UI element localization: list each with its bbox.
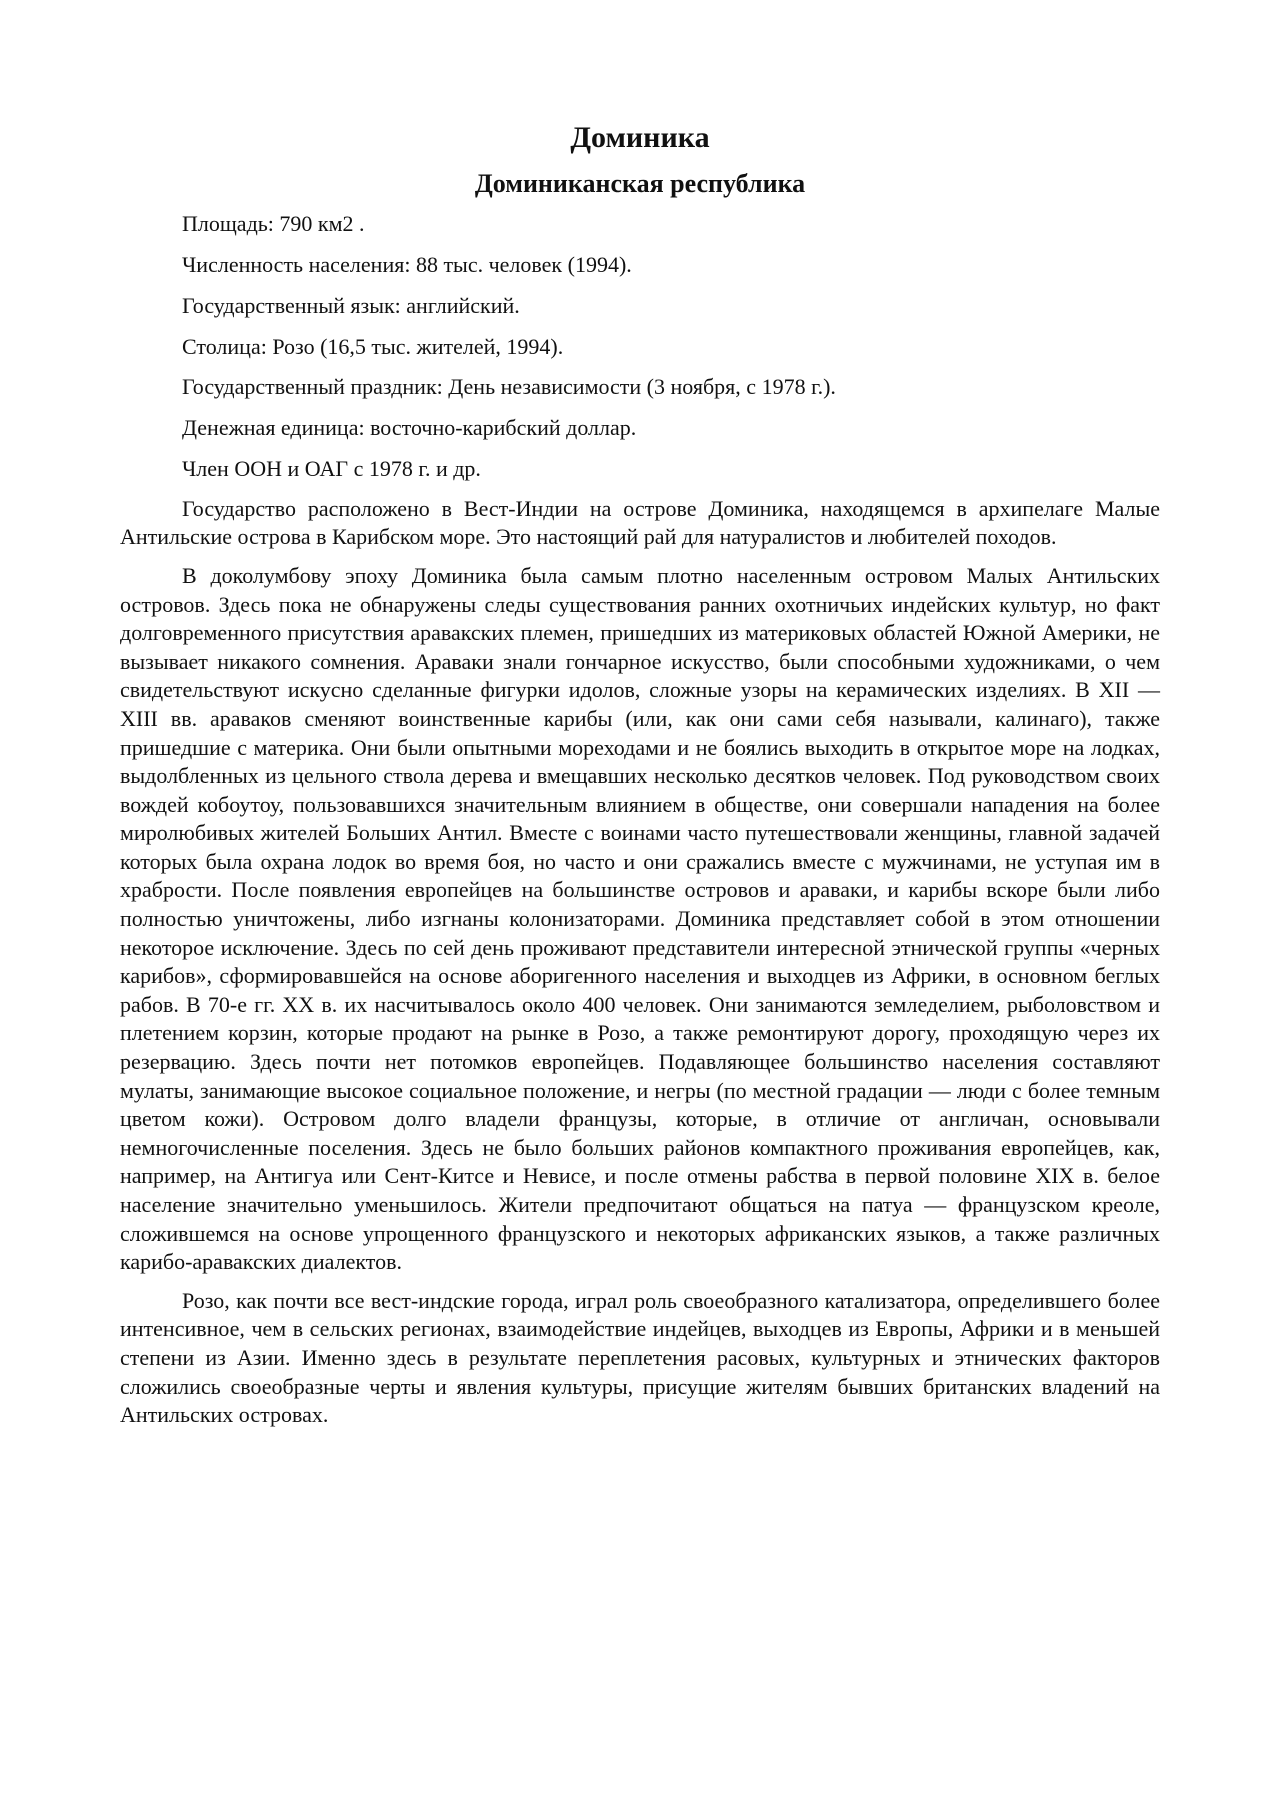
fact-population: Численность населения: 88 тыс. человек (1994). <box>182 251 632 277</box>
fact-holiday: Государственный праздник: День независимости (3 ноября, с 1978 г.). <box>182 374 836 400</box>
paragraph-intro: Государство расположено в Вест-Индии на острове Доминика, находящемся в архипелаге Малые Антильские острова в Карибском море. Это настоящий рай для натуралистов и любителей походов. <box>120 495 1160 550</box>
facts-list <box>120 209 1160 485</box>
document-subtitle: Доминиканская республика <box>474 169 806 198</box>
body-text <box>120 495 1160 1430</box>
document-title: Доминика <box>570 121 710 154</box>
fact-language: Государственный язык: английский. <box>182 292 520 318</box>
document-content <box>120 120 1160 1430</box>
fact-membership: Член ООН и ОАГ с 1978 г. и др. <box>182 455 481 481</box>
paragraph-roseau: Розо, как почти все вест-индские города, играл роль своеобразного катализатора, определившего более интенсивное, чем в сельских регионах, взаимодействие индейцев, выходцев из Европы, Африки и в меньшей степени из Азии. Именно здесь в результате переплетения расовых, культурных и этнических факторов сложились своеобразные черты и явления культуры, присущие жителям бывших британских владений на Антильских островах. <box>120 1287 1160 1428</box>
fact-capital: Столица: Розо (16,5 тыс. жителей, 1994). <box>182 333 564 359</box>
fact-currency: Денежная единица: восточно-карибский доллар. <box>182 415 637 441</box>
paragraph-history: В доколумбову эпоху Доминика была самым плотно населенным островом Малых Антильских островов. Здесь пока не обнаружены следы существования ранних охотничьих индейских культур, но факт долговременного присутствия аравакских племен, пришедших из материковых областей Южной Америки, не вызывает никакого сомнения. Араваки знали гончарное искусство, были способными художниками, о чем свидетельствуют искусно сделанные фигурки идолов, сложные узоры на керамических изделиях. В XII — XIII вв. араваков сменяют воинственные карибы (или, как они сами себя называли, калинаго), также пришедшие с материка. Они были опытными мореходами и не боялись выходить в открытое море на лодках, выдолбленных из цельного ствола дерева и вмещавших несколько десятков человек. Под руководством своих вождей кобоутоу, пользовавшихся значительным влиянием в обществе, они совершали нападения на более миролюбивых жителей Больших Антил. Вместе с воинами часто путешествовали женщины, главной задачей которых была охрана лодок во время боя, но часто и они сражались вместе с мужчинами, не уступая им в храбрости. После появления европейцев на большинстве островов и араваки, и карибы вскоре были либо полностью уничтожены, либо изгнаны колонизаторами. Доминика представляет собой в этом отношении некоторое исключение. Здесь по сей день проживают представители интересной этнической группы «черных карибов», сформировавшейся на основе аборигенного населения и выходцев из Африки, в основном беглых рабов. В 70-е гг. XX в. их насчитывалось около 400 человек. Они занимаются земледелием, рыболовством и плетением корзин, которые продают на рынке в Розо, а также ремонтируют дорогу, проходящую через их резервацию. Здесь почти нет потомков европейцев. Подавляющее большинство населения составляют мулаты, занимающие высокое социальное положение, и негры (по местной градации — люди с более темным цветом кожи). Островом долго владели французы, которые, в отличие от англичан, основывали немногочисленные поселения. Здесь не было больших районов компактного проживания европейцев, как, например, на Антигуа или Сент-Китсе и Невисе, и после отмены рабства в первой половине XIX в. белое население значительно уменьшилось. Жители предпочитают общаться на патуа — французском креоле, сложившемся на основе упрощенного французского и некоторых африканских языков, а также различных карибо-аравакских диалектов. <box>120 562 1160 1275</box>
fact-area: Площадь: 790 км2 . <box>182 211 365 237</box>
